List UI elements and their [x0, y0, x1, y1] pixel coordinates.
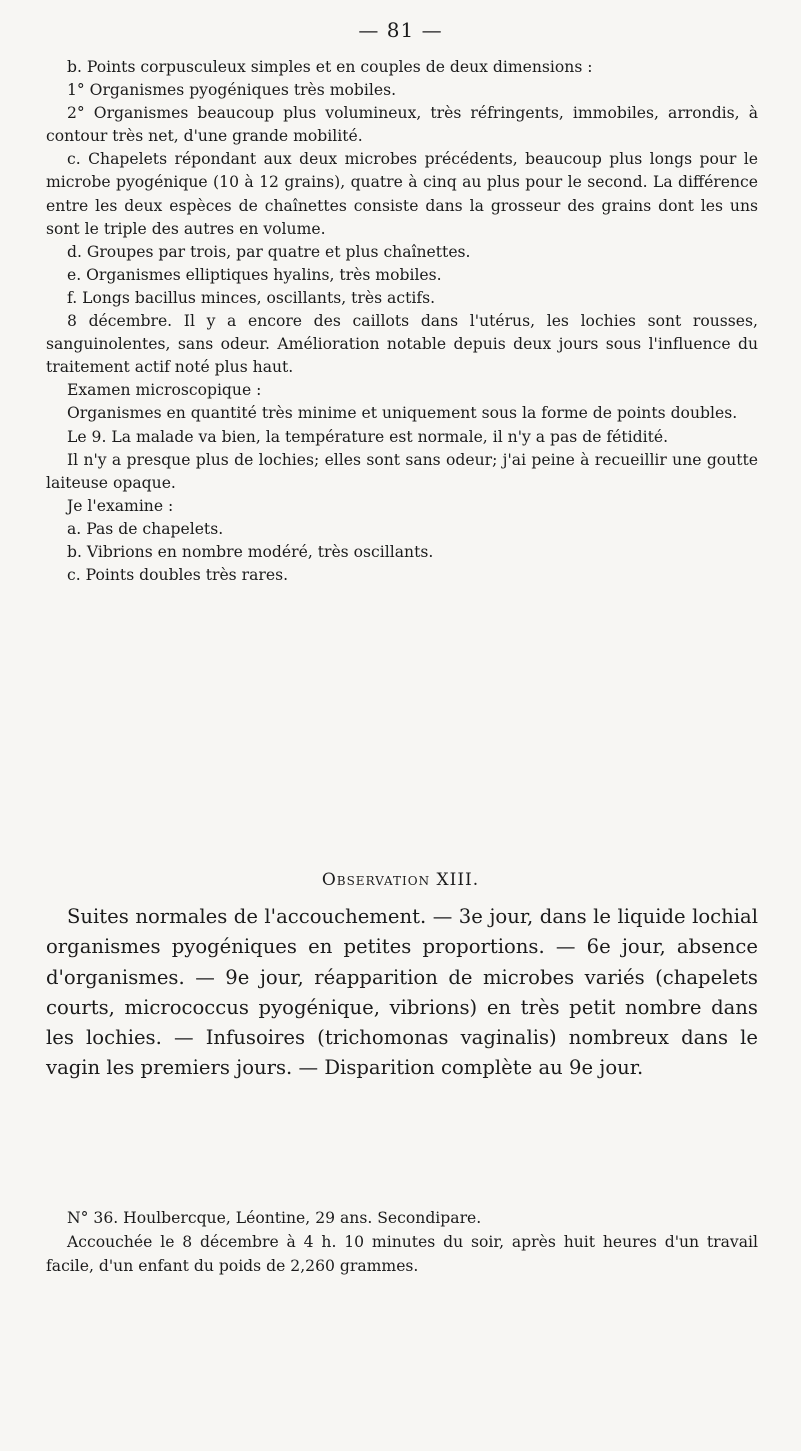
paragraph: 8 décembre. Il y a encore des caillots dans l'utérus, les lochies sont rousses, sanguinolentes, sans odeur. Amélioration notable depuis deux jours sous l'influence du traitement actif noté plus haut.	[46, 312, 758, 377]
observation-summary	[46, 902, 758, 1084]
paragraph: Le 9. La malade va bien, la température est normale, il n'y a pas de fétidité.	[67, 427, 669, 446]
paragraph: Je l'examine :	[67, 496, 174, 515]
paragraph: b. Points corpusculeux simples et en couples de deux dimensions :	[67, 58, 593, 76]
paragraph: c. Points doubles très rares.	[67, 566, 289, 585]
case-text	[46, 1206, 758, 1278]
paragraph: a. Pas de chapelets.	[67, 519, 224, 538]
paragraph: Organismes en quantité très minime et uniquement sous la forme de points doubles.	[67, 404, 738, 423]
case-paragraph: N° 36. Houlbercque, Léontine, 29 ans. Secondipare.	[67, 1209, 482, 1227]
paragraph: 2° Organismes beaucoup plus volumineux, très réfringents, immobiles, arrondis, à contour très net, d'une grande mobilité.	[46, 104, 758, 146]
paragraph: Il n'y a presque plus de lochies; elles sont sans odeur; j'ai peine à recueillir une goutte laiteuse opaque.	[46, 450, 758, 492]
paragraph: b. Vibrions en nombre modéré, très oscillants.	[67, 542, 434, 561]
paragraph: c. Chapelets répondant aux deux microbes précédents, beaucoup plus longs pour le microbe pyogénique (10 à 12 grains), quatre à cinq au plus pour le second. La différence entre les deux espèces de chaînettes consiste dans la grosseur des grains dont les uns sont le triple des autres en volume.	[46, 150, 758, 238]
case-paragraph: Accouchée le 8 décembre à 4 h. 10 minutes du soir, après huit heures d'un travail facile, d'un enfant du poids de 2,260 grammes.	[46, 1233, 758, 1275]
paragraph: Examen microscopique :	[67, 381, 262, 400]
paragraph: d. Groupes par trois, par quatre et plus chaînettes.	[67, 242, 471, 261]
summary-paragraph: Suites normales de l'accouchement. — 3e jour, dans le liquide lochial organismes pyogéniques en petites proportions. — 6e jour, absence d'organismes. — 9e jour, réapparition de microbes variés (chapelets courts, micrococcus pyogénique, vibrions) en très petit nombre dans les lochies. — Infusoires (trichomonas vaginalis) nombreux dans le vagin les premiers jours. — Disparition complète au 9e jour.	[46, 905, 758, 1080]
paragraph: f. Longs bacillus minces, oscillants, très actifs.	[67, 288, 436, 307]
paragraph: 1° Organismes pyogéniques très mobiles.	[67, 81, 397, 100]
section-heading: Observation XIII.	[321, 870, 480, 890]
page-number: — 81 —	[358, 18, 443, 42]
observation-text	[46, 56, 758, 587]
paragraph: e. Organismes elliptiques hyalins, très mobiles.	[67, 265, 442, 284]
